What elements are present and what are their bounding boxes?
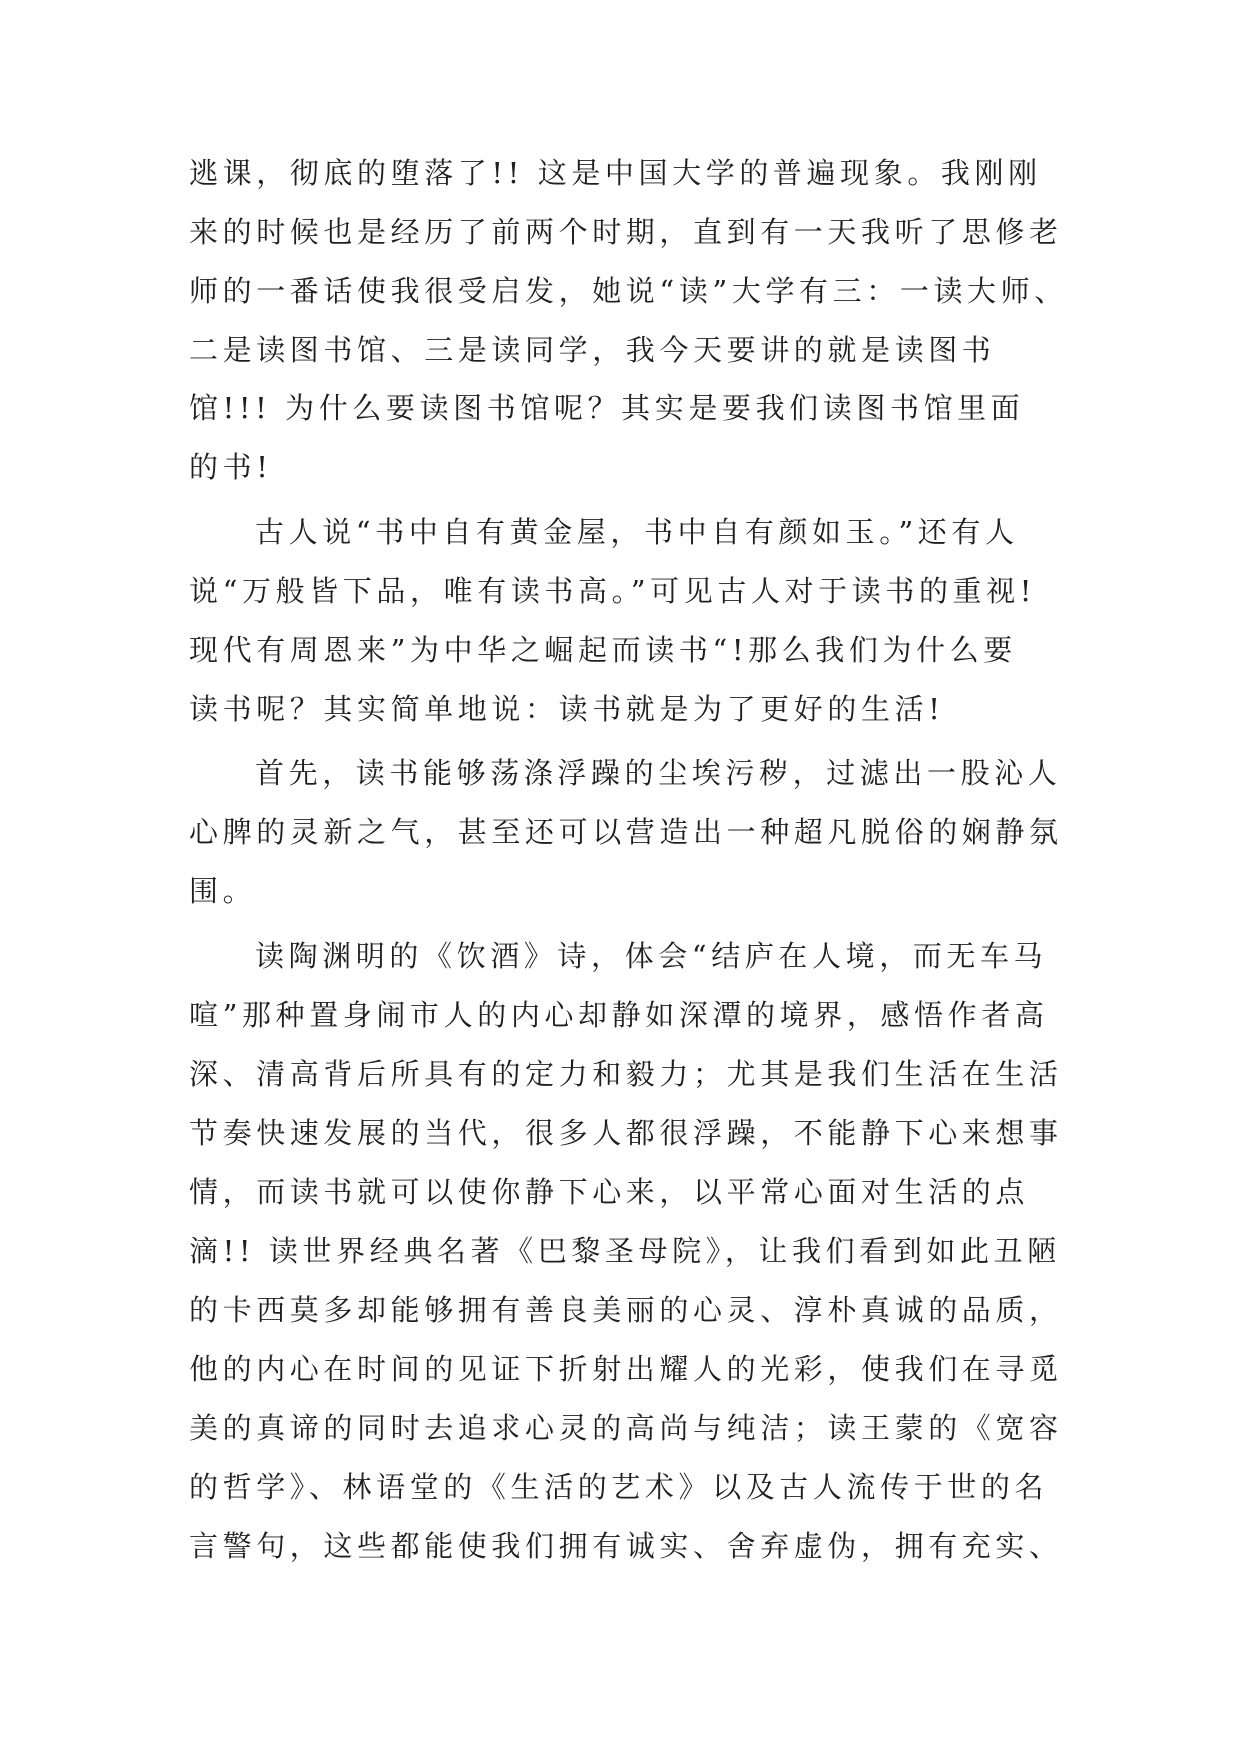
text-line: 馆!!! 为什么要读图书馆呢？其实是要我们读图书馆里面 <box>189 391 1025 425</box>
paragraph-start-line: 读陶渊明的《饮酒》诗，体会“结庐在人境，而无车马 <box>255 939 1048 973</box>
paragraph-start-line: 首先，读书能够荡涤浮躁的尘埃污秽，过滤出一股沁人 <box>255 756 1062 790</box>
text-line: 的书! <box>189 450 273 484</box>
text-line: 情，而读书就可以使你静下心来，以平常心面对生活的点 <box>189 1175 1030 1209</box>
text-line: 节奏快速发展的当代，很多人都很浮躁，不能静下心来想事 <box>189 1116 1063 1150</box>
text-line: 言警句，这些都能使我们拥有诚实、舍弃虚伪，拥有充实、 <box>189 1529 1063 1563</box>
text-line: 的哲学》、林语堂的《生活的艺术》以及古人流传于世的名 <box>189 1470 1049 1504</box>
text-line: 心脾的灵新之气，甚至还可以营造出一种超凡脱俗的娴静氛 <box>189 815 1063 849</box>
text-line: 美的真谛的同时去追求心灵的高尚与纯洁；读王蒙的《宽容 <box>189 1411 1063 1445</box>
text-line: 说“万般皆下品，唯有读书高。”可见古人对于读书的重视! <box>189 574 1037 608</box>
text-line: 喧”那种置身闹市人的内心却静如深潭的境界，感悟作者高 <box>189 998 1049 1032</box>
text-line: 他的内心在时间的见证下折射出耀人的光彩，使我们在寻觅 <box>189 1352 1063 1386</box>
paragraph-start-line: 古人说“书中自有黄金屋，书中自有颜如玉。”还有人 <box>255 515 1019 549</box>
text-line: 深、清高背后所具有的定力和毅力；尤其是我们生活在生活 <box>189 1057 1063 1091</box>
text-line: 滴!! 读世界经典名著《巴黎圣母院》，让我们看到如此丑陋 <box>189 1234 1061 1268</box>
text-line: 现代有周恩来”为中华之崛起而读书“!那么我们为什么要 <box>189 633 1017 667</box>
text-line: 读书呢？其实简单地说：读书就是为了更好的生活! <box>189 692 945 726</box>
text-line: 围。 <box>189 874 257 908</box>
text-line: 二是读图书馆、三是读同学，我今天要讲的就是读图书 <box>189 333 996 367</box>
text-line: 来的时候也是经历了前两个时期，直到有一天我听了思修老 <box>189 215 1063 249</box>
text-line: 逃课，彻底的堕落了!! 这是中国大学的普遍现象。我刚刚 <box>189 156 1042 190</box>
text-line: 的卡西莫多却能够拥有善良美丽的心灵、淳朴真诚的品质， <box>189 1293 1063 1327</box>
text-line: 师的一番话使我很受启发，她说“读”大学有三：一读大师、 <box>189 274 1068 308</box>
